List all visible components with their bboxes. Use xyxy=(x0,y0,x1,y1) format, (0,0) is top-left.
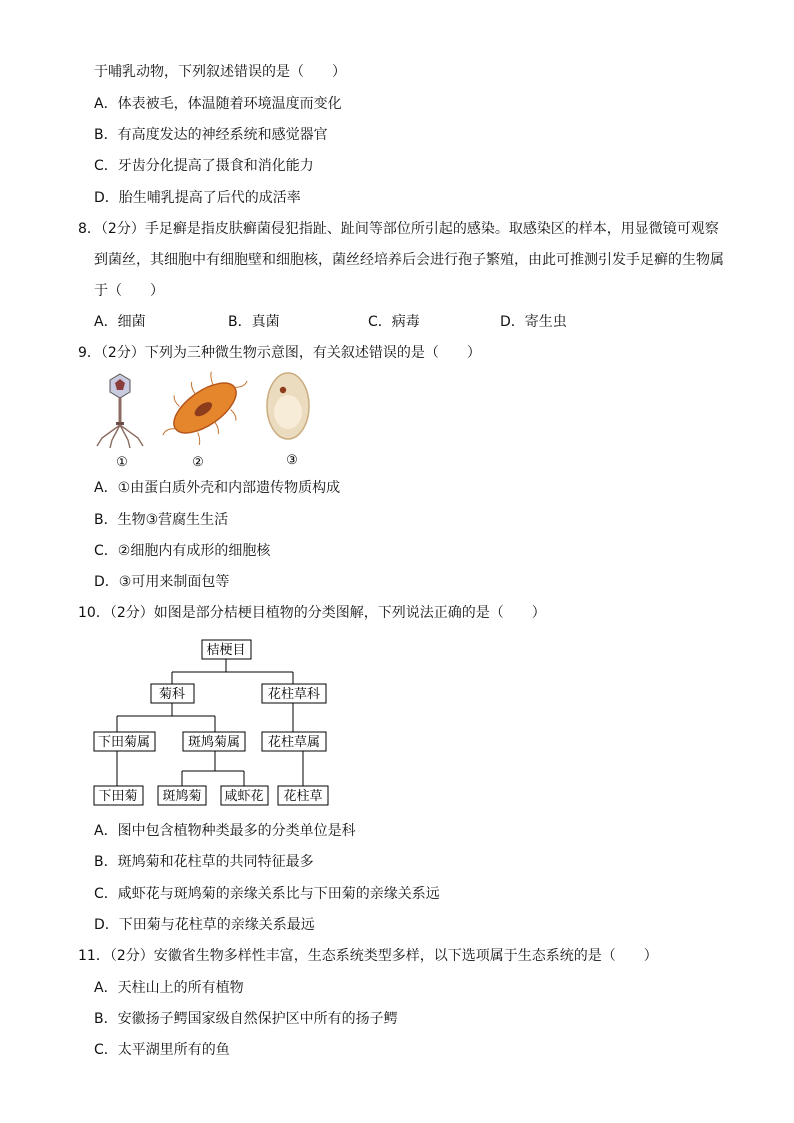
tree-node-species-2: 斑鸠菊 xyxy=(162,789,202,804)
q10-option-a[interactable]: A．图中包含植物种类最多的分类单位是科 xyxy=(94,823,356,839)
q7-option-d[interactable]: D．胎生哺乳提高了后代的成活率 xyxy=(94,190,301,206)
tree-node-genus-2: 斑鸠菊属 xyxy=(187,735,241,750)
q11-option-c[interactable]: C．太平湖里所有的鱼 xyxy=(94,1042,230,1058)
yeast-illustration xyxy=(267,373,309,439)
q9-stem: 9．（2分）下列为三种微生物示意图，有关叙述错误的是（ ） xyxy=(78,345,481,361)
tree-node-family-1: 菊科 xyxy=(158,687,186,702)
q8-option-c[interactable]: C．病毒 xyxy=(368,314,420,330)
q9-microbe-figure xyxy=(90,368,320,473)
tree-node-species-1: 下田菊 xyxy=(98,789,138,804)
tree-node-genus-3: 花柱草属 xyxy=(267,735,321,750)
q7-option-b[interactable]: B．有高度发达的神经系统和感觉器官 xyxy=(94,127,328,143)
tree-node-family-2: 花柱草科 xyxy=(267,687,321,702)
q9-option-b[interactable]: B．生物③营腐生生活 xyxy=(94,512,229,528)
q8-option-b[interactable]: B．真菌 xyxy=(228,314,280,330)
q11-stem: 11．（2分）安徽省生物多样性丰富，生态系统类型多样，以下选项属于生态系统的是（ ） xyxy=(78,948,658,964)
q10-stem: 10．（2分）如图是部分桔梗目植物的分类图解，下列说法正确的是（ ） xyxy=(78,605,546,621)
virus-illustration xyxy=(97,374,143,448)
bacterium-illustration xyxy=(147,368,262,460)
q7-stem: 于哺乳动物，下列叙述错误的是（ ） xyxy=(94,64,346,80)
q9-option-d[interactable]: D．③可用来制面包等 xyxy=(94,574,230,590)
q8-option-d[interactable]: D．寄生虫 xyxy=(500,314,567,330)
q10-option-c[interactable]: C．咸虾花与斑鸠菊的亲缘关系比与下田菊的亲缘关系远 xyxy=(94,886,440,902)
figure-label-1: ① xyxy=(116,455,128,470)
q11-option-a[interactable]: A．天柱山上的所有植物 xyxy=(94,980,244,996)
classification-tree xyxy=(90,636,340,808)
q7-option-a[interactable]: A．体表被毛，体温随着环境温度而变化 xyxy=(94,96,342,112)
q7-option-c[interactable]: C．牙齿分化提高了摄食和消化能力 xyxy=(94,158,314,174)
q8-stem-line1: 8．（2分）手足癣是指皮肤癣菌侵犯指趾、趾间等部位所引起的感染。取感染区的样本，用显微镜可观察 xyxy=(78,221,719,237)
q11-option-b[interactable]: B．安徽扬子鳄国家级自然保护区中所有的扬子鳄 xyxy=(94,1011,398,1027)
figure-label-3: ③ xyxy=(286,453,298,468)
q8-stem-line2: 到菌丝，其细胞中有细胞壁和细胞核，菌丝经培养后会进行孢子繁殖，由此可推测引发手足癣的生物属 xyxy=(94,252,724,268)
q10-option-d[interactable]: D．下田菊与花柱草的亲缘关系最远 xyxy=(94,917,315,933)
tree-node-order: 桔梗目 xyxy=(206,643,246,658)
tree-node-species-3: 咸虾花 xyxy=(224,789,264,804)
q8-stem-line3: 于（ ） xyxy=(94,283,164,299)
tree-node-species-4: 花柱草 xyxy=(283,789,323,804)
q10-option-b[interactable]: B．斑鸠菊和花柱草的共同特征最多 xyxy=(94,854,314,870)
q9-option-c[interactable]: C．②细胞内有成形的细胞核 xyxy=(94,543,271,559)
q8-option-a[interactable]: A．细菌 xyxy=(94,314,146,330)
tree-node-genus-1: 下田菊属 xyxy=(97,735,151,750)
q9-option-a[interactable]: A．①由蛋白质外壳和内部遗传物质构成 xyxy=(94,480,341,496)
figure-label-2: ② xyxy=(192,455,204,470)
